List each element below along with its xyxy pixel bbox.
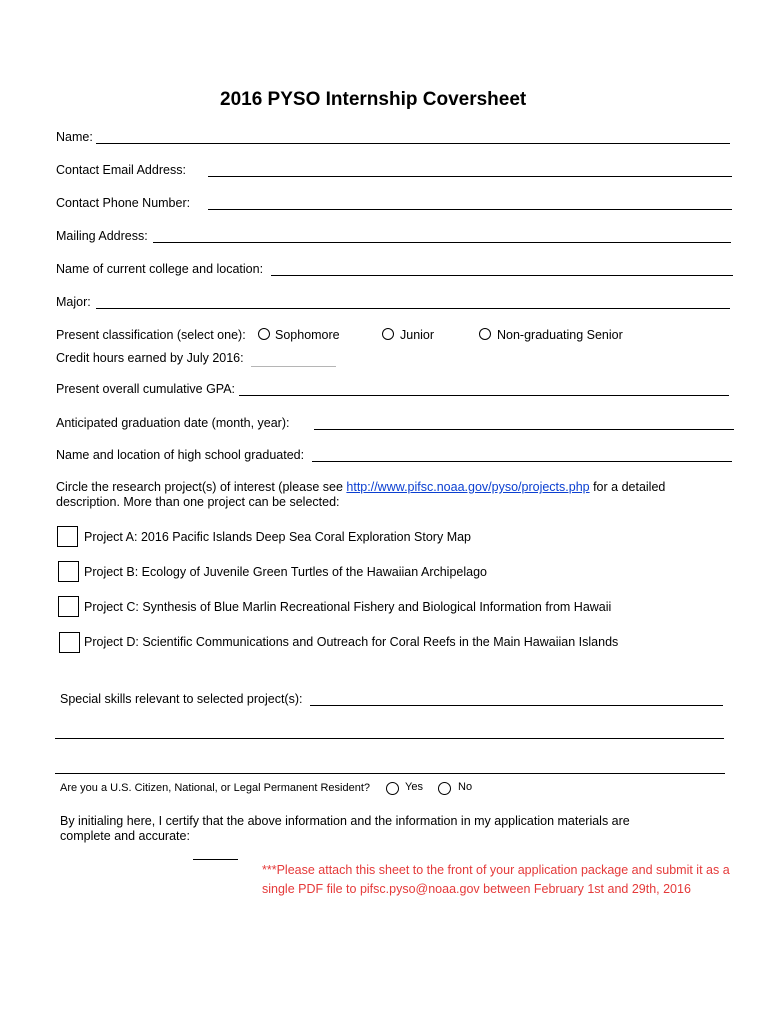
gpa-label: Present overall cumulative GPA: [56, 382, 236, 396]
projects-intro-text: Circle the research project(s) of interest (please see [56, 480, 347, 494]
project-a-checkbox[interactable] [57, 526, 78, 547]
sophomore-label: Sophomore [275, 328, 340, 342]
citizen-question: Are you a U.S. Citizen, National, or Legal Permanent Resident? [60, 782, 370, 794]
junior-radio[interactable] [382, 328, 394, 340]
project-a-label: Project A: 2016 Pacific Islands Deep Sea Coral Exploration Story Map [84, 530, 472, 544]
special-skills-label: Special skills relevant to selected project(s): [60, 692, 303, 706]
mailing-address-label: Mailing Address: [56, 229, 148, 243]
phone-label: Contact Phone Number: [56, 196, 191, 210]
projects-intro-text-end: for a detailed [589, 480, 666, 494]
gpa-field[interactable] [239, 395, 729, 396]
graduation-date-field[interactable] [314, 429, 734, 430]
sophomore-radio[interactable] [258, 328, 270, 340]
initials-field[interactable] [193, 859, 238, 860]
citizen-yes-label: Yes [405, 781, 423, 793]
citizen-no-radio[interactable] [438, 782, 451, 795]
name-label: Name: [56, 130, 93, 144]
submission-notice-line1: ***Please attach this sheet to the front of your application package and submit it as a [262, 863, 730, 877]
major-label: Major: [56, 295, 91, 309]
project-d-label: Project D: Scientific Communications and Outreach for Coral Reefs in the Main Hawaiian Islands [84, 635, 619, 649]
major-field[interactable] [96, 308, 730, 309]
high-school-label: Name and location of high school graduated: [56, 448, 305, 462]
citizen-no-label: No [458, 781, 473, 793]
classification-label: Present classification (select one): [56, 328, 246, 342]
projects-link[interactable]: http://www.pifsc.noaa.gov/pyso/projects.php [346, 480, 590, 494]
name-field[interactable] [96, 143, 730, 144]
college-field[interactable] [271, 275, 733, 276]
projects-intro-line1 [56, 480, 665, 494]
citizen-yes-radio[interactable] [386, 782, 399, 795]
certify-line1: By initialing here, I certify that the above information and the information in my application materials are [60, 814, 630, 828]
page-title: 2016 PYSO Internship Coversheet [220, 89, 527, 110]
certify-line2: complete and accurate: [60, 829, 190, 843]
non-graduating-senior-label: Non-graduating Senior [497, 328, 623, 342]
credit-hours-field[interactable] [251, 351, 336, 367]
project-c-label: Project C: Synthesis of Blue Marlin Recreational Fishery and Biological Information from Hawaii [84, 600, 612, 614]
non-graduating-senior-radio[interactable] [479, 328, 491, 340]
project-d-checkbox[interactable] [59, 632, 80, 653]
credit-hours-label: Credit hours earned by July 2016: [56, 351, 244, 365]
project-c-checkbox[interactable] [58, 596, 79, 617]
email-field[interactable] [208, 176, 732, 177]
project-b-label: Project B: Ecology of Juvenile Green Turtles of the Hawaiian Archipelago [84, 565, 487, 579]
project-b-checkbox[interactable] [58, 561, 79, 582]
mailing-address-field[interactable] [153, 242, 731, 243]
college-label: Name of current college and location: [56, 262, 264, 276]
phone-field[interactable] [208, 209, 732, 210]
junior-label: Junior [400, 328, 435, 342]
projects-intro-line2: description. More than one project can be selected: [56, 495, 340, 509]
special-skills-field-line3[interactable] [55, 773, 725, 774]
special-skills-field-line2[interactable] [55, 738, 724, 739]
email-label: Contact Email Address: [56, 163, 186, 177]
graduation-date-label: Anticipated graduation date (month, year): [56, 416, 290, 430]
high-school-field[interactable] [312, 461, 732, 462]
submission-notice-line2: single PDF file to pifsc.pyso@noaa.gov between February 1st and 29th, 2016 [262, 882, 691, 896]
special-skills-field[interactable] [310, 705, 723, 706]
